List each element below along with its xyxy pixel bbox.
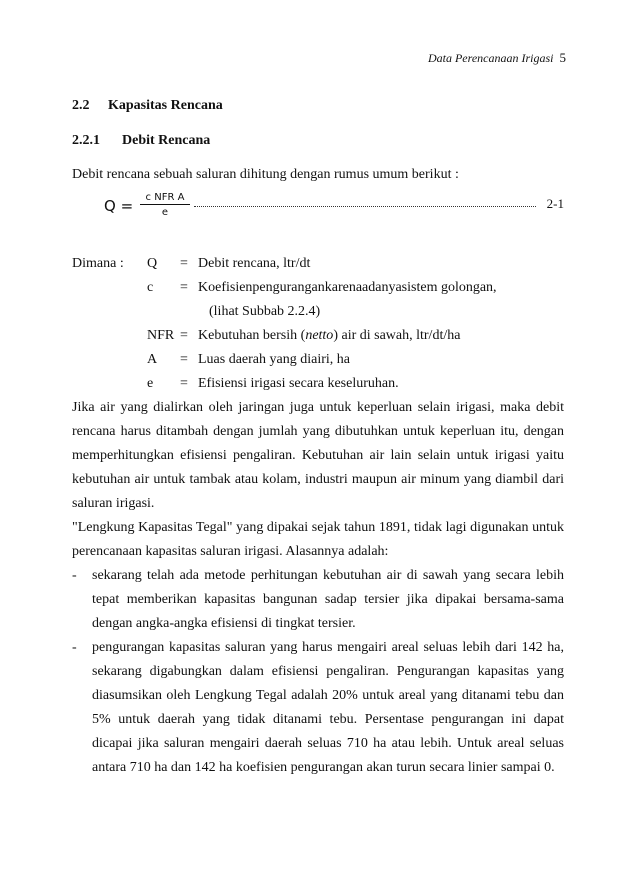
subsection-title: Debit Rencana	[122, 133, 211, 148]
bullet-item	[72, 636, 564, 780]
definition-equals: =	[180, 376, 188, 391]
definition-row	[72, 372, 552, 396]
definition-text: Koefisienpengurangankarenaadanyasistem golongan,	[198, 280, 497, 295]
definition-row	[72, 348, 552, 372]
bullet-text: sekarang telah ada metode perhitungan kebutuhan air di sawah yang secara lebih tepat memberikan kapasitas bangunan sadap tersier jika dipakai bersama-sama dengan angka-angka efisiensi di tingkat tersier.	[92, 568, 564, 631]
bullet-item	[72, 564, 564, 636]
definition-symbol: Q	[147, 256, 158, 271]
definition-row	[72, 300, 552, 324]
definition-text-post: ) air di sawah, ltr/dt/ha	[333, 328, 461, 343]
definition-text: Luas daerah yang diairi, ha	[198, 352, 350, 367]
definition-equals: =	[180, 280, 188, 295]
bullet-dash: -	[72, 568, 77, 583]
definition-row	[72, 252, 552, 276]
definition-symbol: e	[147, 376, 154, 391]
page-number: 5	[559, 50, 566, 65]
equation-lhs: Q =	[104, 197, 134, 215]
definition-equals: =	[180, 256, 188, 271]
bullet-text: pengurangan kapasitas saluran yang harus mengairi areal seluas lebih dari 142 ha, sekarang digabungkan dalam efisiensi pengaliran. Pengurangan kapasitas yang diasumsikan oleh Lengkung Tegal adalah 20% untuk areal yang ditanami tebu dan 5% untuk daerah yang tidak ditanami tebu. Persentase pengurangan ini dapat dicapai jika saluran mengairi daerah seluas 710 ha atau lebih. Untuk areal seluas antara 710 ha dan 142 ha koefisien pengurangan akan turun secara linier sampai 0.	[92, 640, 564, 775]
definition-text-pre: Kebutuhan bersih (	[198, 328, 306, 343]
equation	[104, 192, 564, 222]
definition-row	[72, 276, 552, 300]
definition-row	[72, 324, 552, 348]
definition-symbol: NFR	[147, 328, 175, 343]
definitions-list	[72, 252, 552, 396]
section-number: 2.2	[72, 98, 90, 113]
equation-denominator: e	[161, 207, 169, 218]
bullet-dash: -	[72, 640, 77, 655]
definition-symbol: c	[147, 280, 154, 295]
subsection-number: 2.2.1	[72, 133, 100, 148]
equation-fraction	[140, 192, 190, 218]
equation-leader-dots	[194, 206, 536, 207]
section-heading	[72, 98, 223, 114]
equation-numerator: c NFR A	[140, 192, 190, 205]
definition-text: (lihat Subbab 2.2.4)	[209, 304, 321, 319]
intro-text: Debit rencana sebuah saluran dihitung dengan rumus umum berikut :	[72, 167, 459, 182]
definition-text	[198, 324, 460, 348]
definition-equals: =	[180, 328, 188, 343]
paragraph: "Lengkung Kapasitas Tegal" yang dipakai sejak tahun 1891, tidak lagi digunakan untuk perencanaan kapasitas saluran irigasi. Alasannya adalah:	[72, 520, 564, 559]
definition-equals: =	[180, 352, 188, 367]
definition-text: Efisiensi irigasi secara keseluruhan.	[198, 376, 399, 391]
definition-symbol: A	[147, 352, 158, 367]
section-title: Kapasitas Rencana	[108, 98, 223, 113]
page-header	[428, 50, 566, 66]
subsection-heading	[72, 133, 210, 149]
definition-text: Debit rencana, ltr/dt	[198, 256, 311, 271]
equation-number: 2-1	[546, 196, 564, 211]
definition-text-italic: netto	[305, 328, 334, 343]
definitions-lead: Dimana :	[72, 256, 124, 271]
body-text	[72, 396, 564, 780]
paragraph: Jika air yang dialirkan oleh jaringan juga untuk keperluan selain irigasi, maka debit rencana harus ditambah dengan jumlah yang dibutuhkan untuk keperluan itu, dengan memperhitungkan efisiensi pengaliran. Kebutuhan air lain selain untuk irigasi yaitu kebutuhan air untuk tambak atau kolam, industri maupun air minum yang diambil dari saluran irigasi.	[72, 400, 564, 511]
header-title: Data Perencanaan Irigasi	[427, 51, 554, 65]
